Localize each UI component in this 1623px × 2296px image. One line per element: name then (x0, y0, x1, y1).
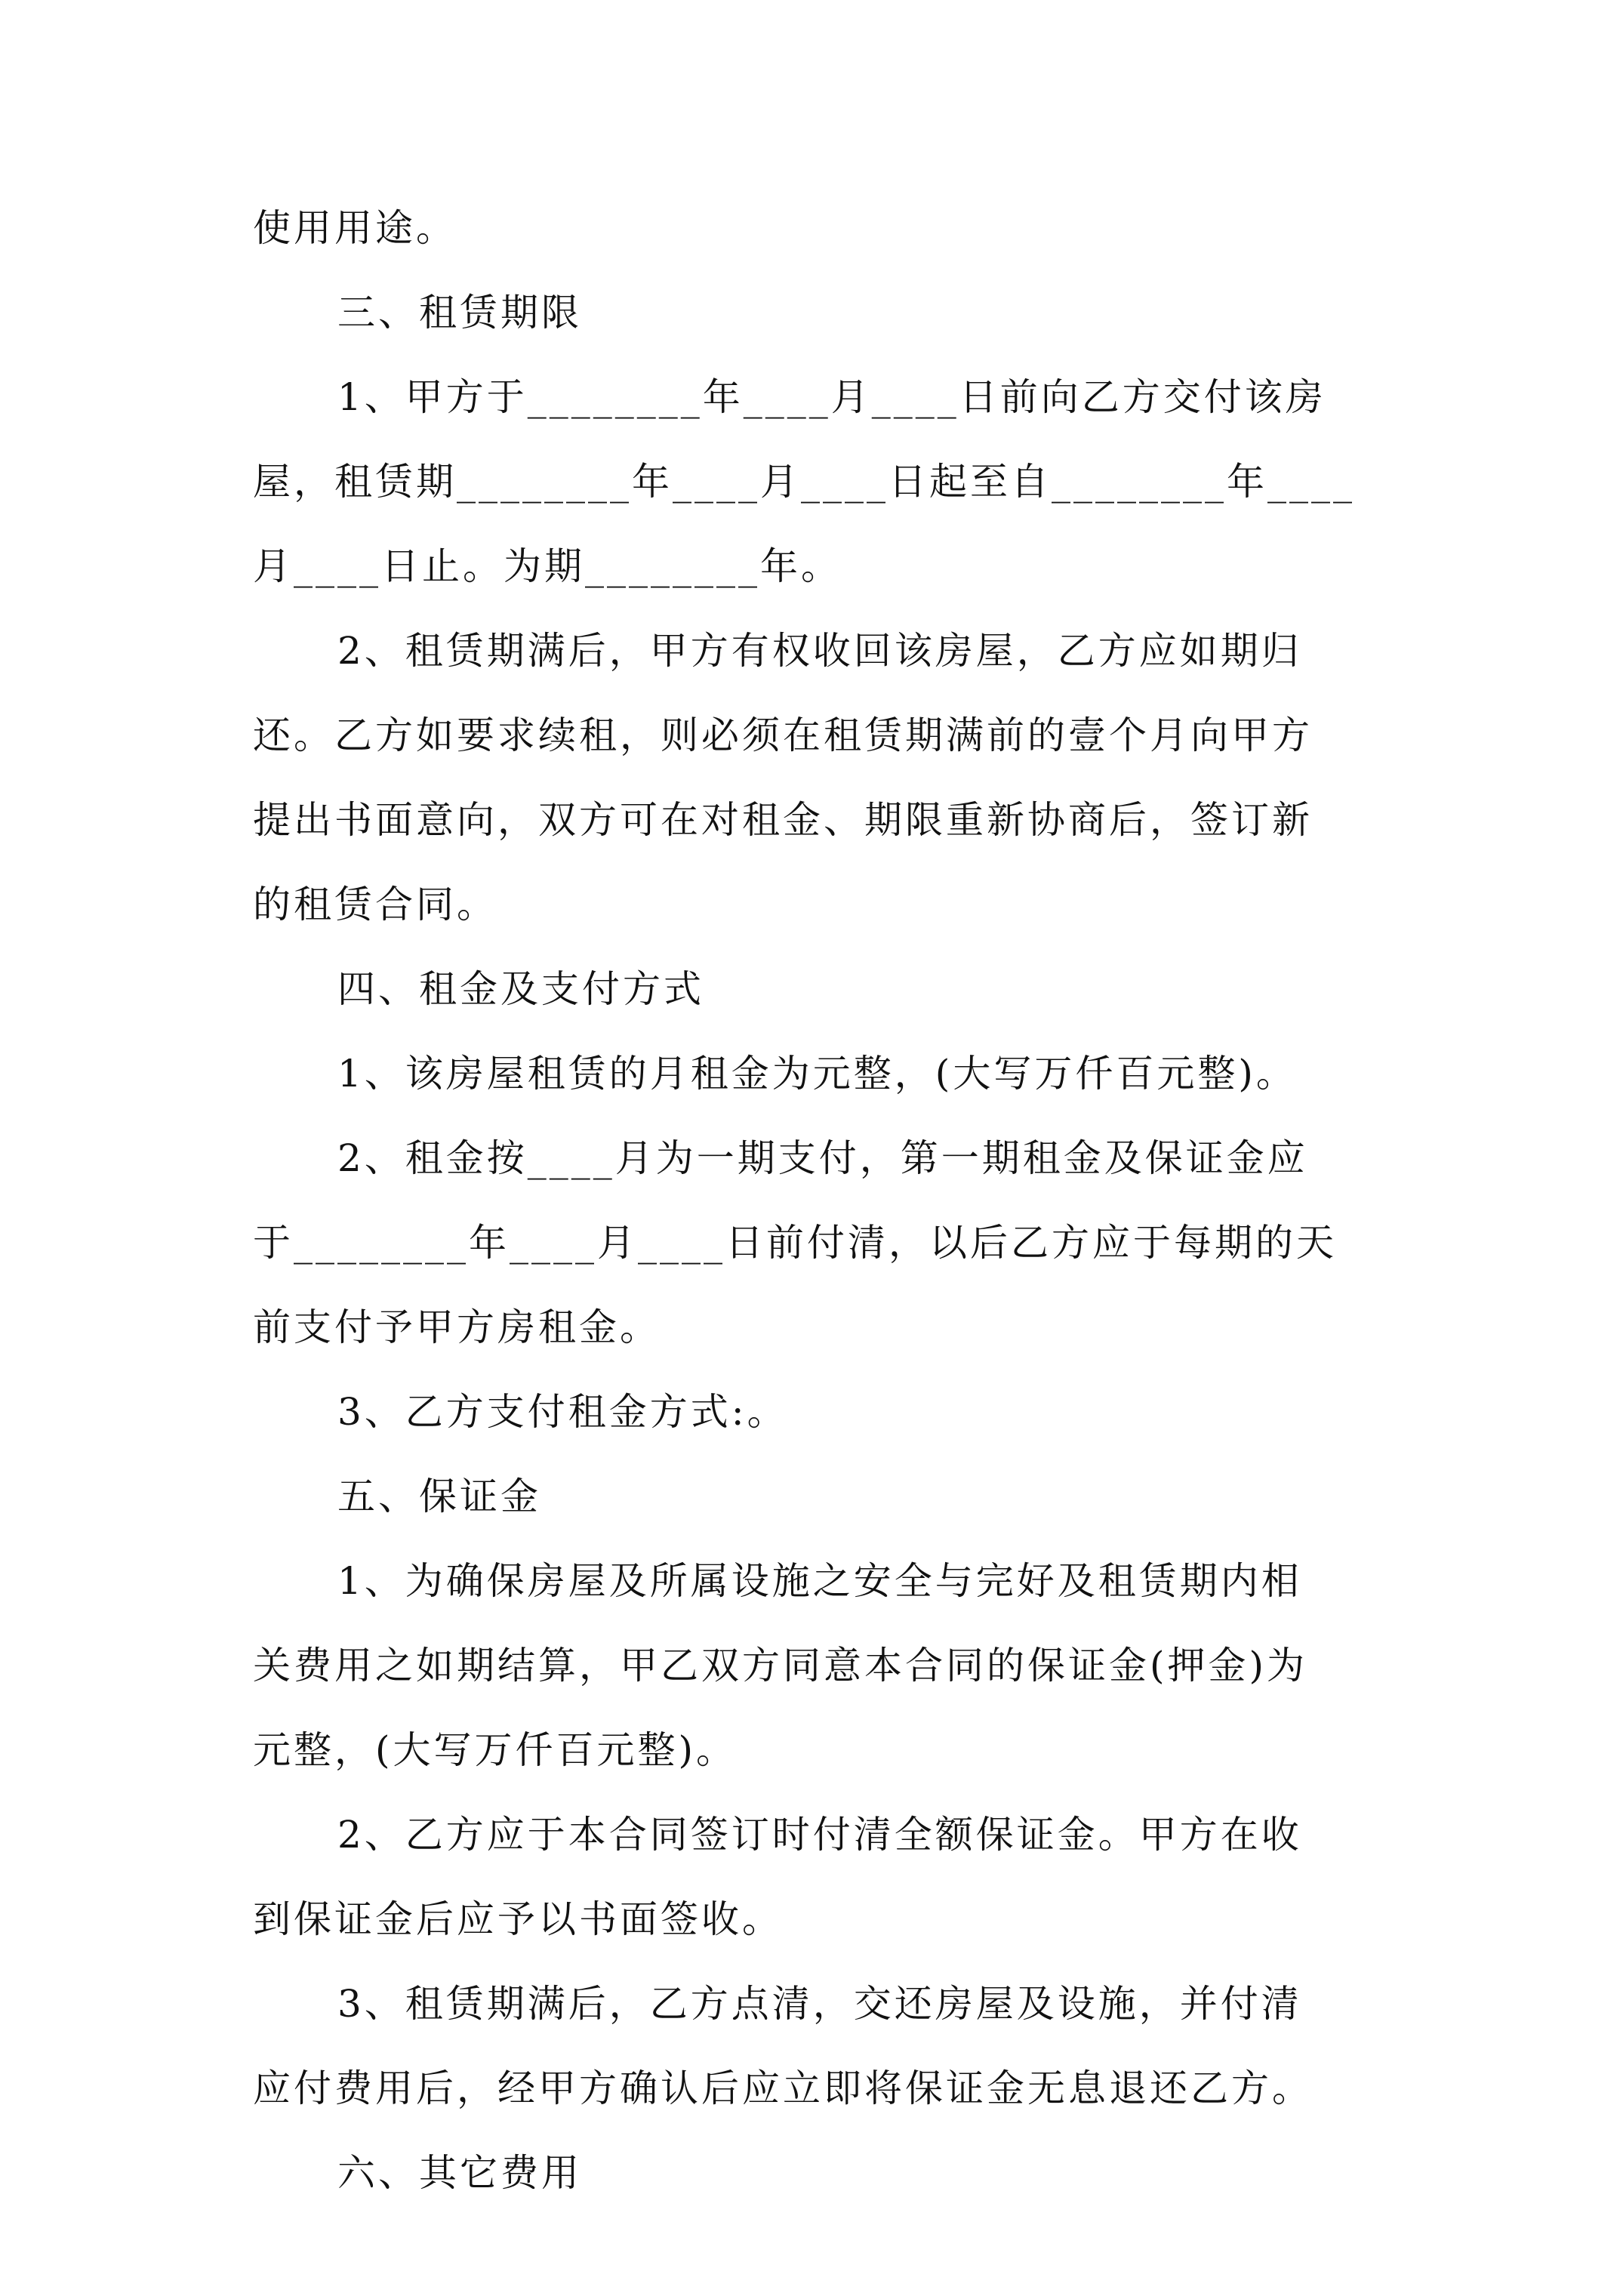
text-line: 的租赁合同。 (253, 883, 497, 926)
text-line: 月____日止。为期________年。 (253, 544, 842, 588)
text-line: 前支付予甲方房租金。 (253, 1305, 661, 1349)
text-line: 1、为确保房屋及所属设施之安全与完好及租赁期内相 (337, 1559, 1302, 1603)
text-line: 元整，(大写万仟百元整)。 (253, 1728, 738, 1772)
text-line: 提出书面意向，双方可在对租金、期限重新协商后，签订新 (253, 798, 1313, 842)
text-line: 还。乙方如要求续租，则必须在租赁期满前的壹个月向甲方 (253, 713, 1313, 757)
text-line: 使用用途。 (253, 206, 457, 250)
text-line: 1、该房屋租赁的月租金为元整，(大写万仟百元整)。 (337, 1052, 1297, 1096)
text-line: 2、租金按____月为一期支付，第一期租金及保证金应 (337, 1136, 1308, 1180)
section-heading: 四、租金及支付方式 (337, 967, 704, 1011)
section-heading: 三、租赁期限 (337, 291, 582, 334)
text-line: 1、甲方于________年____月____日前向乙方交付该房 (337, 375, 1326, 419)
text-line: 2、乙方应于本合同签订时付清全额保证金。甲方在收 (337, 1813, 1302, 1857)
text-line: 到保证金后应予以书面签收。 (253, 1897, 783, 1941)
text-line: 3、租赁期满后，乙方点清，交还房屋及设施，并付清 (337, 1982, 1302, 2026)
text-line: 3、乙方支付租金方式:。 (337, 1390, 788, 1434)
text-line: 2、租赁期满后，甲方有权收回该房屋，乙方应如期归 (337, 629, 1302, 673)
section-heading: 五、保证金 (337, 1475, 541, 1518)
section-heading: 六、其它费用 (337, 2151, 582, 2195)
text-line: 屋，租赁期________年____月____日起至自________年____ (253, 460, 1355, 504)
text-line: 应付费用后，经甲方确认后应立即将保证金无息退还乙方。 (253, 2066, 1313, 2110)
text-line: 于________年____月____日前付清，以后乙方应于每期的天 (253, 1221, 1337, 1265)
text-line: 关费用之如期结算，甲乙双方同意本合同的保证金(押金)为 (253, 1644, 1308, 1687)
